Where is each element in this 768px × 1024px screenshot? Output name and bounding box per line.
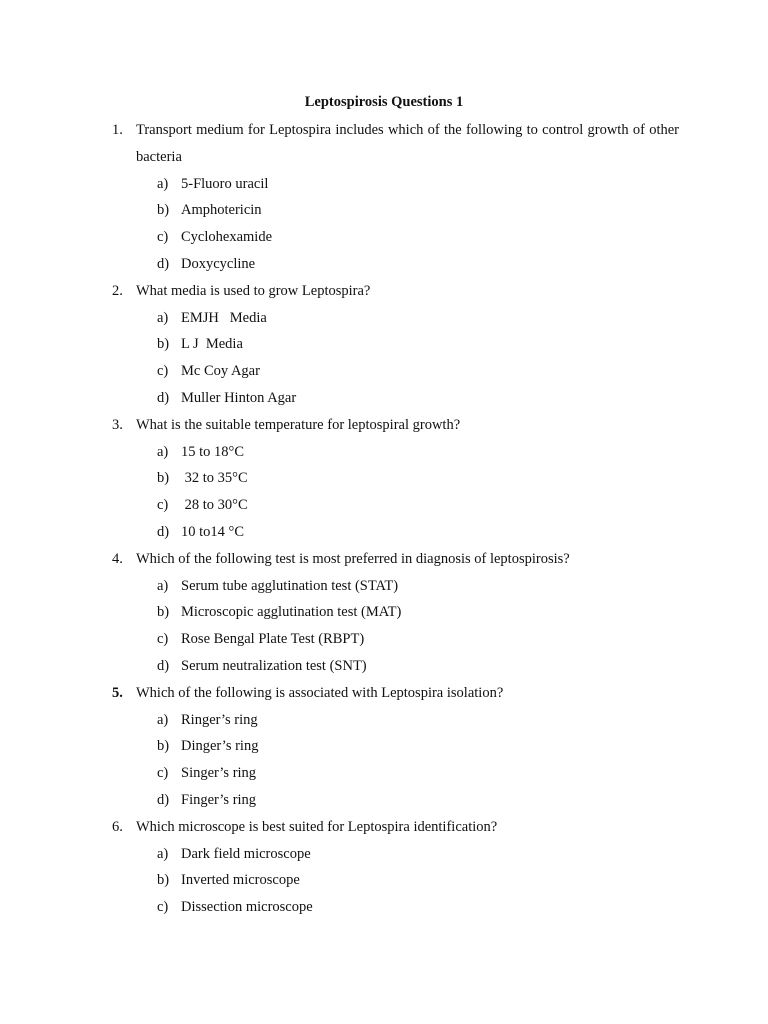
- option-item: [0, 867, 768, 894]
- option-letter: a): [157, 845, 169, 862]
- option-text: L J Media: [181, 336, 243, 353]
- question-5: [0, 680, 768, 814]
- option-list: [0, 841, 768, 921]
- option-letter: a): [157, 577, 169, 594]
- option-text: Dark field microscope: [181, 845, 311, 862]
- option-item: [0, 439, 768, 466]
- option-item: [0, 894, 768, 921]
- option-item: [0, 305, 768, 332]
- option-text: 15 to 18°C: [181, 443, 244, 460]
- option-item: [0, 171, 768, 198]
- question-text: Which microscope is best suited for Leptospira identification?: [136, 818, 498, 835]
- option-item: [0, 385, 768, 412]
- option-item: [0, 599, 768, 626]
- question-6: [0, 814, 768, 921]
- option-letter: b): [157, 872, 170, 889]
- option-item: [0, 251, 768, 278]
- option-list: [0, 171, 768, 278]
- option-text: Finger’s ring: [181, 791, 257, 808]
- option-letter: d): [157, 657, 170, 674]
- option-letter: c): [157, 765, 169, 782]
- question-text: Transport medium for Leptospira includes which of the following to control growth of other bacteria: [136, 122, 679, 165]
- option-item: [0, 331, 768, 358]
- question-1: [0, 117, 768, 278]
- question-text: What is the suitable temperature for leptospiral growth?: [136, 416, 461, 433]
- option-item: [0, 787, 768, 814]
- option-letter: b): [157, 470, 170, 487]
- option-letter: c): [157, 631, 169, 648]
- option-item: [0, 358, 768, 385]
- question-number: 5.: [112, 684, 123, 701]
- option-letter: d): [157, 523, 170, 540]
- option-letter: b): [157, 336, 170, 353]
- question-number: 6.: [112, 818, 123, 835]
- option-letter: c): [157, 899, 169, 916]
- question-text: Which of the following test is most preferred in diagnosis of leptospirosis?: [136, 550, 570, 567]
- option-text: Serum neutralization test (SNT): [181, 657, 367, 674]
- option-item: [0, 573, 768, 600]
- option-text: Serum tube agglutination test (STAT): [181, 577, 399, 594]
- option-text: Inverted microscope: [181, 872, 300, 889]
- option-item: [0, 197, 768, 224]
- option-item: [0, 492, 768, 519]
- document-title: Leptospirosis Questions 1: [304, 94, 464, 110]
- option-text: 28 to 30°C: [181, 497, 248, 514]
- option-item: [0, 519, 768, 546]
- option-item: [0, 626, 768, 653]
- option-text: EMJH Media: [181, 309, 267, 326]
- option-item: [0, 707, 768, 734]
- option-text: Mc Coy Agar: [181, 363, 260, 380]
- option-item: [0, 760, 768, 787]
- option-list: [0, 707, 768, 814]
- option-letter: c): [157, 497, 169, 514]
- option-letter: b): [157, 604, 170, 621]
- option-letter: d): [157, 255, 170, 272]
- option-item: [0, 733, 768, 760]
- option-text: Doxycycline: [181, 255, 256, 272]
- option-letter: d): [157, 791, 170, 808]
- option-list: [0, 305, 768, 412]
- option-text: Singer’s ring: [181, 765, 257, 782]
- option-text: Microscopic agglutination test (MAT): [181, 604, 402, 621]
- option-text: Cyclohexamide: [181, 229, 273, 246]
- option-letter: b): [157, 202, 170, 219]
- option-letter: a): [157, 711, 169, 728]
- option-letter: a): [157, 443, 169, 460]
- option-text: Dinger’s ring: [181, 738, 259, 755]
- question-number: 2.: [112, 282, 123, 299]
- option-item: [0, 653, 768, 680]
- option-text: Dissection microscope: [181, 899, 313, 916]
- question-number: 3.: [112, 416, 123, 433]
- option-letter: c): [157, 363, 169, 380]
- option-letter: d): [157, 389, 170, 406]
- option-item: [0, 224, 768, 251]
- option-text: Ringer’s ring: [181, 711, 258, 728]
- option-letter: a): [157, 175, 169, 192]
- option-text: 32 to 35°C: [181, 470, 248, 487]
- question-text: What media is used to grow Leptospira?: [136, 282, 371, 299]
- question-4: [0, 546, 768, 680]
- option-letter: a): [157, 309, 169, 326]
- option-text: Amphotericin: [181, 202, 262, 219]
- option-text: Rose Bengal Plate Test (RBPT): [181, 631, 365, 648]
- option-item: [0, 841, 768, 868]
- option-list: [0, 439, 768, 546]
- option-text: 5-Fluoro uracil: [181, 175, 269, 192]
- question-list: [0, 117, 768, 921]
- question-number: 1.: [112, 122, 123, 138]
- option-letter: b): [157, 738, 170, 755]
- question-2: [0, 278, 768, 412]
- option-text: 10 to14 °C: [181, 523, 244, 540]
- option-list: [0, 573, 768, 680]
- question-number: 4.: [112, 550, 123, 567]
- question-3: [0, 412, 768, 546]
- option-letter: c): [157, 229, 169, 246]
- option-item: [0, 465, 768, 492]
- question-text: Which of the following is associated with Leptospira isolation?: [136, 684, 504, 701]
- option-text: Muller Hinton Agar: [181, 389, 297, 406]
